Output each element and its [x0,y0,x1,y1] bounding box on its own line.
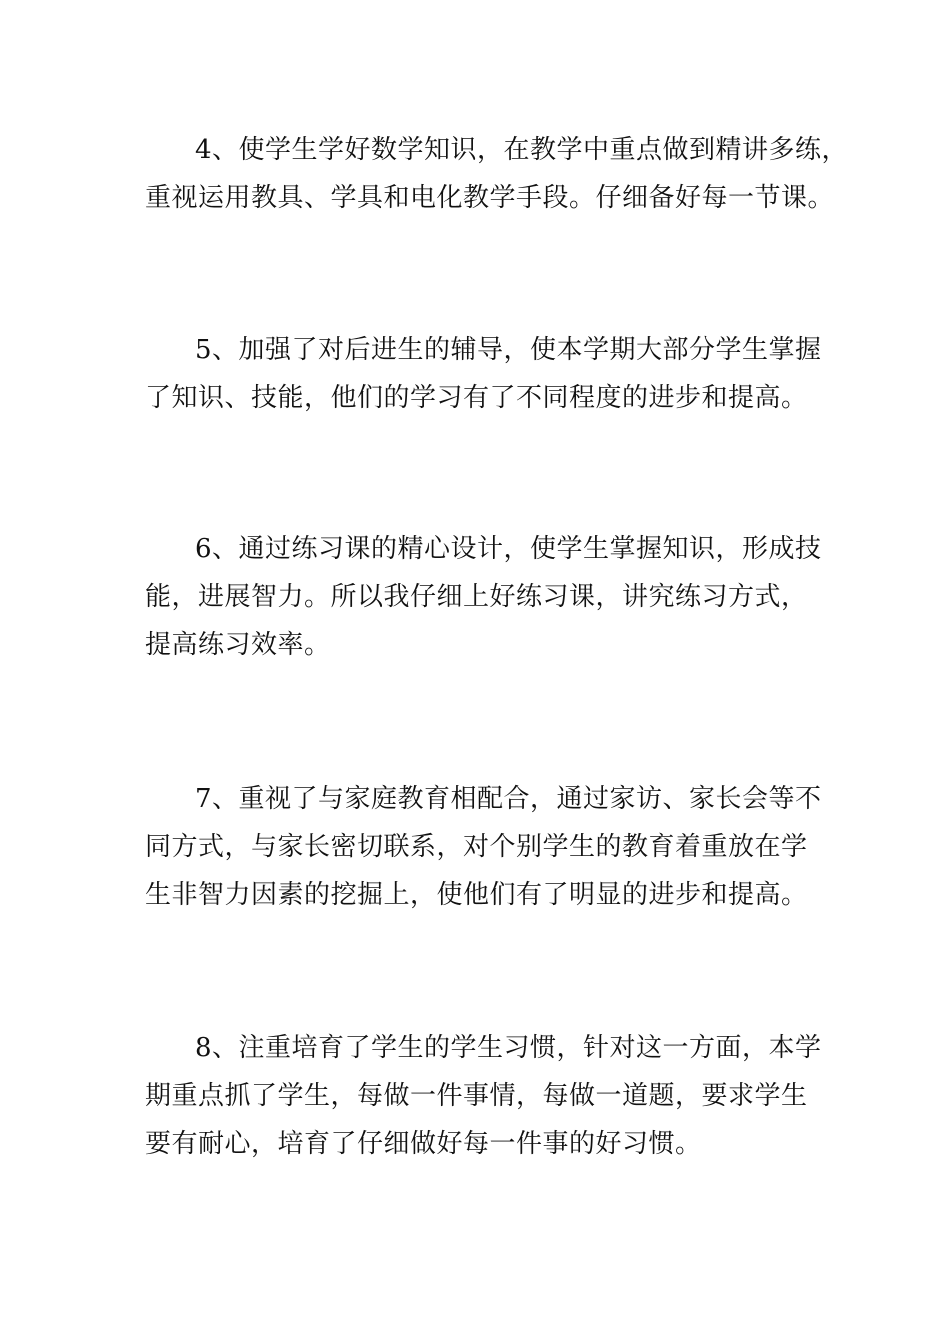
paragraph-line: 了知识、技能，他们的学习有了不同程度的进步和提高。 [145,383,808,413]
paragraph-line: 重视运用教具、学具和电化教学手段。仔细备好每一节课。 [145,183,835,213]
paragraph-line: 要有耐心，培育了仔细做好每一件事的好习惯。 [145,1129,702,1159]
paragraph-item-6 [145,525,822,669]
paragraph-line: 生非智力因素的挖掘上，使他们有了明显的进步和提高。 [145,880,808,910]
paragraph-item-5 [145,326,822,422]
paragraph-line: 4、使学生学好数学知识，在教学中重点做到精讲多练， [195,135,849,165]
paragraph-item-7 [145,775,822,919]
paragraph-line: 5、加强了对后进生的辅导，使本学期大部分学生掌握 [195,335,822,365]
paragraph-line: 能，进展智力。所以我仔细上好练习课，讲究练习方式， [145,582,808,612]
paragraph-item-8 [145,1024,822,1168]
paragraph-line: 8、注重培育了学生的学生习惯，针对这一方面，本学 [195,1033,822,1063]
paragraph-item-4 [145,126,849,222]
paragraph-line: 6、通过练习课的精心设计，使学生掌握知识，形成技 [195,534,822,564]
paragraph-line: 提高练习效率。 [145,630,331,660]
paragraph-line: 期重点抓了学生，每做一件事情，每做一道题，要求学生 [145,1081,808,1111]
paragraph-line: 同方式，与家长密切联系，对个别学生的教育着重放在学 [145,832,808,862]
paragraph-line: 7、重视了与家庭教育相配合，通过家访、家长会等不 [195,784,822,814]
